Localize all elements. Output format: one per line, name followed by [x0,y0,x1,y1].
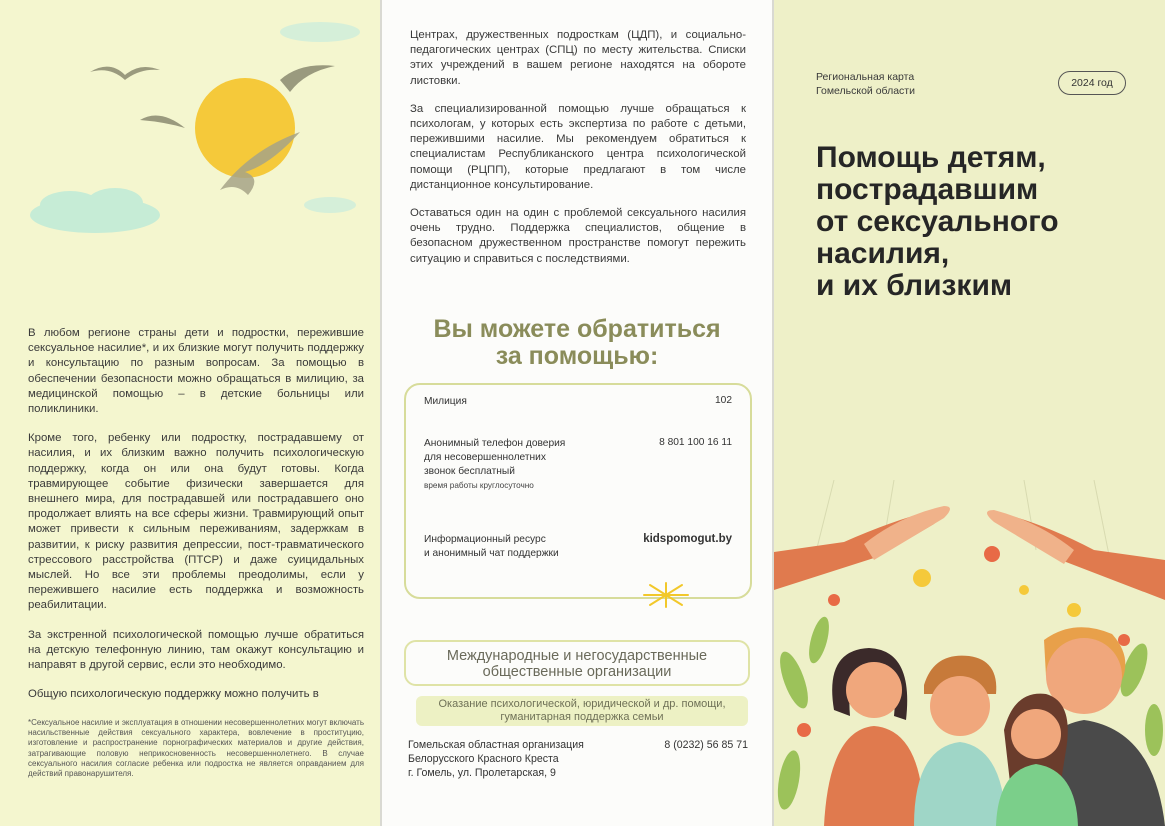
cover-title [816,142,1156,302]
heading-line: общественные организации [482,664,672,680]
contact-label: Милиция [424,396,467,407]
org-name: Гомельская областная организация [408,739,584,751]
contact-hotline [424,437,732,497]
region-line: Гомельской области [816,85,915,97]
banner-line: гуманитарная поддержка семьи [500,711,664,723]
cover-panel [774,0,1165,826]
title-line: насилия, [816,237,950,270]
contact-police [424,395,732,411]
org-name: Белорусского Красного Креста [408,753,559,766]
sky-illustration [0,0,380,260]
middle-text [410,28,746,280]
paragraph: Центрах, дружественных подросткам (ЦДП), и социально-педагогических центрах (СПЦ) по месту жительства. Списки этих учреждений в вашем регионе находятся на обороте листовки. [410,29,746,87]
sun-icon [195,78,295,178]
title-line: и их близким [816,269,1013,302]
label-line: звонок бесплатный [424,466,515,477]
org-address: г. Гомель, ул. Пролетарская, 9 [408,767,556,780]
org-phone[interactable]: 8 (0232) 56 85 71 [664,739,748,751]
paragraph: Общую психологическую поддержку можно получить в [28,688,319,701]
middle-panel [382,0,772,826]
title-line: от сексуального [816,205,1059,238]
contacts-box [404,383,752,599]
banner-line: Оказание психологической, юридической и др. помощи, [438,698,726,710]
paragraph: За специализированной помощью лучше обращаться к психологам, у которых есть экспертиза по работе с детьми, пережившими насилие. Мы рекомендуем обратиться к специалистам Республиканского центра психологической помощи (РЦПП), которые предлагают в том числе дистанционное консультирование. [410,102,746,191]
help-types-banner [416,696,748,726]
contact-phone[interactable]: 8 801 100 16 11 [659,437,732,448]
left-panel [0,0,380,826]
title-line: Помощь детям, [816,141,1046,174]
footnote: *Сексуальное насилие и эксплуатация в отношении несовершеннолетних могут включать насильственные действия сексуального характера, вовлечение в проституцию, изготовление и распространение порнографических материалов и другие действия, затрагивающие половую неприкосновенность несовершеннолетнего. В случае сексуального насилия согласие ребенка или подростка не является оправданием для действий правонарушителя. [28,718,364,779]
heading-line: Вы можете обратиться [433,315,721,343]
paragraph: В любом регионе страны дети и подростки, пережившие сексуальное насилие*, и их близкие могут получить поддержку и консультацию по разным вопросам. За помощью в обеспечении безопасности можно обращаться в милицию, за медицинской помощью – в детские больницы или поликлиники. [28,327,364,416]
paragraph: Кроме того, ребенку или подростку, пострадавшему от насилия, и их близким важно получить психологическую поддержку, когда он или она будут готовы. Когда травмирующее событие физически завершается для внешнего мира, для пострадавшей или пострадавшего оно продолжает влиять на все сферы жизни. Травмирующий опыт может привести к сильным переживаниям, задержкам в развитии, к риску развития депрессии, пост-травматического стрессового расстройства (ПТСР) и даже суицидальных мыслей. Но все эти проблемы преодолимы, если у пережившего насилие есть поддержка и возможность реабилитации. [28,432,364,612]
year-badge: 2024 год [1058,71,1126,95]
region-line: Региональная карта [816,71,915,83]
label-line: и анонимный чат поддержки [424,548,559,559]
heading-line: Международные и негосударственные [446,648,708,664]
paragraph: Оставаться один на один с проблемой сексуального насилия очень трудно. Поддержка специалистов, общение в безопасном дружественном пространстве помогут пережить ситуацию и справиться с последствиями. [410,207,746,265]
title-line: пострадавшим [816,173,1039,206]
website-link[interactable]: kidspomogut.by [643,533,732,545]
region-label [816,70,915,98]
contact-resource [424,533,732,565]
organizations-heading [404,640,750,686]
sparkle-icon [638,581,694,609]
contact-label [424,533,559,561]
org-entry [408,738,748,781]
intro-text [28,326,364,716]
hours-note: время работы круглосуточно [424,481,534,490]
help-heading [402,316,752,370]
label-line: для несовершеннолетних [424,452,546,463]
label-line: Анонимный телефон доверия [424,438,566,449]
heading-line: за помощью: [495,342,659,370]
contact-label [424,437,565,493]
cloud-top [280,22,360,42]
family-illustration [774,480,1165,826]
paragraph: За экстренной психологической помощью лучше обратиться на детскую телефонную линию, там окажут консультацию и направят в другой сервис, если это необходимо. [28,628,364,672]
label-line: Информационный ресурс [424,534,546,545]
contact-phone[interactable]: 102 [715,395,732,406]
